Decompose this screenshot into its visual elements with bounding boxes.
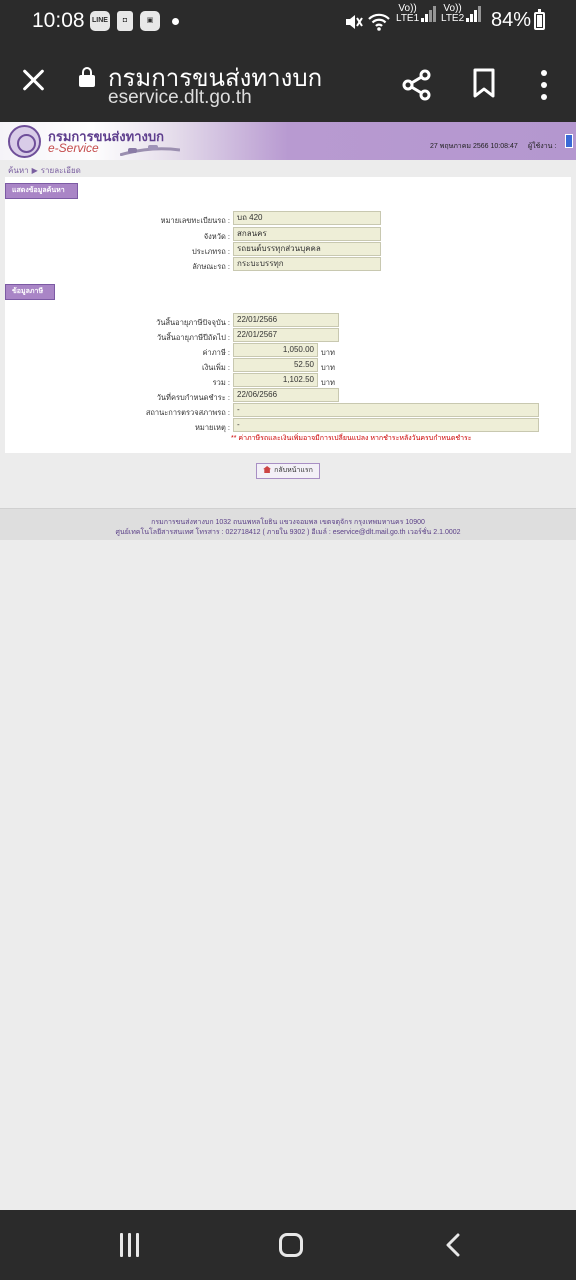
label-tax-amount: ค่าภาษี : bbox=[202, 348, 230, 357]
media-icon: ▣ bbox=[140, 11, 160, 31]
lock-icon[interactable] bbox=[79, 75, 95, 87]
notification-icon: ◘ bbox=[117, 11, 133, 31]
value-total: 1,102.50 bbox=[233, 373, 318, 387]
sim2-label: Vo)) LTE2 bbox=[441, 3, 465, 24]
more-notifications-dot bbox=[172, 18, 179, 25]
value-province: สกลนคร bbox=[233, 227, 381, 241]
back-to-home-label: กลับหน้าแรก bbox=[274, 467, 313, 474]
home-nav-icon[interactable] bbox=[279, 1233, 303, 1257]
label-tax-expiry-next: วันสิ้นอายุภาษีปีถัดไป : bbox=[156, 333, 230, 342]
value-plate: บถ 420 bbox=[233, 211, 381, 225]
banner-user: ผู้ใช้งาน : bbox=[528, 143, 557, 150]
close-icon[interactable] bbox=[20, 66, 48, 94]
label-tax-expiry-current: วันสิ้นอายุภาษีปัจจุบัน : bbox=[156, 318, 230, 327]
browser-toolbar bbox=[0, 44, 576, 122]
section-title-tax: ข้อมูลภาษี bbox=[5, 284, 55, 300]
back-to-home-button[interactable] bbox=[256, 463, 320, 479]
value-vehicle-type: รถยนต์บรรทุกส่วนบุคคล bbox=[233, 242, 381, 256]
sim1-signal-icon bbox=[421, 6, 437, 22]
mute-icon bbox=[343, 12, 363, 32]
label-remark: หมายเหตุ : bbox=[194, 423, 230, 432]
label-inspection-status: สถานะการตรวจสภาพรถ : bbox=[145, 408, 230, 417]
sim1-label: Vo)) LTE1 bbox=[396, 3, 420, 24]
value-due-date: 22/06/2566 bbox=[233, 388, 339, 402]
logo-text-en: e-Service bbox=[48, 141, 99, 155]
site-footer bbox=[0, 508, 576, 540]
status-bar bbox=[0, 0, 576, 44]
share-icon[interactable] bbox=[400, 68, 434, 102]
more-options-icon[interactable] bbox=[534, 68, 554, 102]
sim2-signal-icon bbox=[466, 6, 482, 22]
section-title-vehicle: แสดงข้อมูลค้นหา bbox=[5, 183, 78, 199]
page-title: กรมการขนส่งทางบก bbox=[108, 65, 323, 92]
line-app-icon: LINE bbox=[90, 11, 110, 31]
home-icon bbox=[263, 466, 271, 473]
road-cars-graphic bbox=[120, 142, 180, 156]
value-vehicle-style: กระบะบรรทุก bbox=[233, 257, 381, 271]
detail-panel bbox=[5, 177, 571, 453]
label-total: รวม : bbox=[212, 378, 230, 387]
breadcrumb-current: รายละเอียด bbox=[40, 166, 81, 175]
battery-icon bbox=[534, 12, 545, 30]
breadcrumb-arrow-icon: ▶ bbox=[31, 166, 38, 175]
battery-percent: 84% bbox=[491, 9, 532, 31]
unit-total: บาท bbox=[321, 378, 335, 387]
footer-address: กรมการขนส่งทางบก 1032 ถนนพหลโยธิน แขวงจอมพล เขตจตุจักร กรุงเทพมหานคร 10900 bbox=[151, 519, 425, 526]
url-domain[interactable]: eservice.dlt.go.th bbox=[108, 87, 252, 108]
label-vehicle-type: ประเภทรถ : bbox=[191, 247, 230, 256]
logo-text-th: กรมการขนส่งทางบก bbox=[48, 129, 164, 144]
label-surcharge: เงินเพิ่ม : bbox=[202, 363, 230, 372]
unit-tax-amount: บาท bbox=[321, 348, 335, 357]
value-remark: - bbox=[233, 418, 539, 432]
status-time: 10:08 bbox=[32, 9, 85, 32]
logout-button[interactable] bbox=[565, 134, 573, 148]
tax-note: ** ค่าภาษีรถและเงินเพิ่มอาจมีการเปลี่ยนแปลง หากชำระหลังวันครบกำหนดชำระ bbox=[231, 435, 472, 442]
recent-apps-icon[interactable] bbox=[118, 1233, 142, 1257]
value-surcharge: 52.50 bbox=[233, 358, 318, 372]
value-tax-expiry-current: 22/01/2566 bbox=[233, 313, 339, 327]
value-inspection-status: - bbox=[233, 403, 539, 417]
bookmark-icon[interactable] bbox=[471, 68, 497, 98]
banner-datetime: 27 พฤษภาคม 2566 10:08:47 bbox=[430, 143, 518, 150]
breadcrumb-search-link[interactable]: ค้นหา bbox=[8, 166, 29, 175]
wifi-icon bbox=[367, 11, 391, 33]
breadcrumb bbox=[8, 164, 81, 177]
footer-contact: ศูนย์เทคโนโลยีสารสนเทศ โทรสาร : 022718412 ( ภายใน 9302 ) อีเมล์ : eservice@dlt.mail.go.th เวอร์ชั่น 2.1.0002 bbox=[115, 529, 461, 536]
unit-surcharge: บาท bbox=[321, 363, 335, 372]
label-due-date: วันที่ครบกำหนดชำระ : bbox=[156, 393, 230, 402]
label-plate: หมายเลขทะเบียนรถ : bbox=[160, 216, 230, 225]
value-tax-amount: 1,050.00 bbox=[233, 343, 318, 357]
label-vehicle-style: ลักษณะรถ : bbox=[192, 262, 230, 271]
value-tax-expiry-next: 22/01/2567 bbox=[233, 328, 339, 342]
back-nav-icon[interactable] bbox=[444, 1233, 462, 1257]
web-page bbox=[0, 122, 576, 1210]
label-province: จังหวัด : bbox=[203, 232, 230, 241]
system-nav-bar bbox=[0, 1210, 576, 1280]
dlt-seal-logo bbox=[8, 125, 41, 158]
site-banner bbox=[0, 122, 576, 160]
